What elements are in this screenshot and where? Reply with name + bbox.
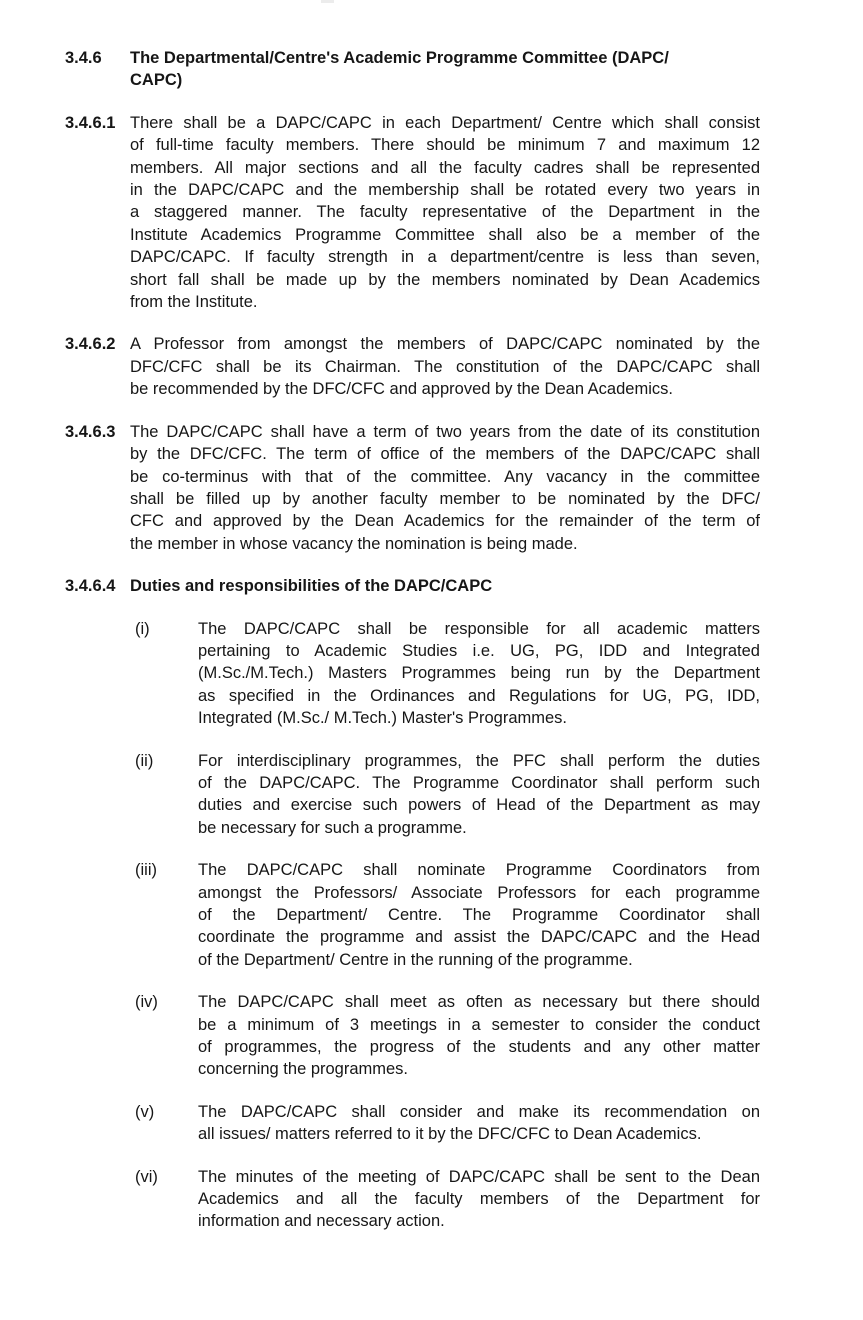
- list-marker: (iv): [135, 993, 158, 1012]
- text-line: as specified in the Ordinances and Regulations for UG, PG, IDD,: [198, 686, 760, 705]
- text-line: be co-terminus with that of the committee. Any vacancy in the committee: [130, 467, 760, 486]
- document-body: [65, 47, 760, 1253]
- section-number: 3.4.6.2: [65, 335, 116, 354]
- text-line: be a minimum of 3 meetings in a semester to consider the conduct: [198, 1015, 760, 1034]
- list-marker: (iii): [135, 861, 157, 880]
- list-marker: (ii): [135, 751, 154, 770]
- text-line: CFC and approved by the Dean Academics for the remainder of the term of: [130, 512, 760, 531]
- text-line: from the Institute.: [130, 293, 258, 312]
- text-line: a staggered manner. The faculty representative of the Department in the: [130, 203, 760, 222]
- section-text: [130, 333, 760, 400]
- section-text: [130, 47, 760, 92]
- text-line: Duties and responsibilities of the DAPC/CAPC: [130, 577, 493, 596]
- section-3.4.6: [65, 47, 760, 92]
- text-line: The DAPC/CAPC shall consider and make its recommendation on: [198, 1102, 760, 1121]
- text-line: There shall be a DAPC/CAPC in each Department/ Centre which shall consist: [130, 113, 760, 132]
- text-line: Academics and all the faculty members of the Department for: [198, 1190, 760, 1209]
- text-line: by the DFC/CFC. The term of office of the members of the DAPC/CAPC shall: [130, 445, 760, 464]
- text-line: all issues/ matters referred to it by the DFC/CFC to Dean Academics.: [198, 1125, 702, 1144]
- text-line: short fall shall be made up by the members nominated by Dean Academics: [130, 270, 760, 289]
- section-3.4.6.3: [65, 421, 760, 555]
- text-line: concerning the programmes.: [198, 1060, 409, 1079]
- text-line: coordinate the programme and assist the DAPC/CAPC and the Head: [198, 928, 760, 947]
- section-3.4.6.1: [65, 112, 760, 314]
- text-line: For interdisciplinary programmes, the PFC shall perform the duties: [198, 751, 760, 770]
- list-item-v: [135, 1101, 760, 1146]
- section-text: [130, 112, 760, 314]
- text-line: The Departmental/Centre's Academic Programme Committee (DAPC/: [130, 49, 669, 67]
- section-number: 3.4.6.3: [65, 422, 116, 441]
- text-line: CAPC): [130, 71, 183, 90]
- text-line: Institute Academics Programme Committee shall also be a member of the: [130, 225, 760, 244]
- section-number: 3.4.6.4: [65, 577, 116, 596]
- section-text: [198, 991, 760, 1081]
- text-line: amongst the Professors/ Associate Professors for each programme: [198, 883, 760, 902]
- text-line: A Professor from amongst the members of DAPC/CAPC nominated by the: [130, 335, 760, 354]
- section-text: [198, 618, 760, 730]
- list-marker: (vi): [135, 1167, 158, 1186]
- text-line: DFC/CFC shall be its Chairman. The constitution of the DAPC/CAPC shall: [130, 357, 760, 376]
- list-item-iii: [135, 859, 760, 971]
- text-line: The DAPC/CAPC shall be responsible for all academic matters: [198, 619, 760, 638]
- text-line: of the DAPC/CAPC. The Programme Coordinator shall perform such: [198, 773, 760, 792]
- text-line: The DAPC/CAPC shall meet as often as necessary but there should: [198, 993, 760, 1012]
- list-item-vi: [135, 1166, 760, 1233]
- text-line: be necessary for such a programme.: [198, 818, 467, 837]
- section-3.4.6.2: [65, 333, 760, 400]
- section-3.4.6.4: [65, 575, 760, 597]
- text-line: Integrated (M.Sc./ M.Tech.) Master's Programmes.: [198, 709, 568, 728]
- text-line: of the Department/ Centre. The Programme Coordinator shall: [198, 906, 760, 924]
- text-line: in the DAPC/CAPC and the membership shall be rotated every two years in: [130, 181, 760, 200]
- section-text: [198, 859, 760, 971]
- text-line: duties and exercise such powers of Head of the Department as may: [198, 796, 760, 815]
- list-item-i: [135, 618, 760, 730]
- section-text: [198, 750, 760, 840]
- section-text: [198, 1101, 760, 1146]
- scan-edge-artifact: [321, 0, 334, 3]
- text-line: of full-time faculty members. There should be minimum 7 and maximum 12: [130, 136, 760, 155]
- section-number: 3.4.6: [65, 49, 102, 67]
- list-marker: (v): [135, 1102, 155, 1121]
- list-item-ii: [135, 750, 760, 840]
- section-text: [130, 421, 760, 555]
- text-line: DAPC/CAPC. If faculty strength in a department/centre is less than seven,: [130, 248, 760, 267]
- text-line: The DAPC/CAPC shall have a term of two years from the date of its constitution: [130, 422, 760, 441]
- text-line: (M.Sc./M.Tech.) Masters Programmes being run by the Department: [198, 664, 760, 683]
- text-line: of programmes, the progress of the students and any other matter: [198, 1038, 760, 1057]
- text-line: The DAPC/CAPC shall nominate Programme Coordinators from: [198, 861, 760, 880]
- section-text: [130, 575, 760, 597]
- text-line: of the Department/ Centre in the running of the programme.: [198, 950, 633, 969]
- list-item-iv: [135, 991, 760, 1081]
- text-line: pertaining to Academic Studies i.e. UG, PG, IDD and Integrated: [198, 641, 760, 660]
- section-number: 3.4.6.1: [65, 113, 116, 132]
- text-line: shall be filled up by another faculty member to be nominated by the DFC/: [130, 489, 760, 508]
- section-text: [198, 1166, 760, 1233]
- list-marker: (i): [135, 619, 150, 638]
- text-line: the member in whose vacancy the nomination is being made.: [130, 534, 578, 553]
- text-line: information and necessary action.: [198, 1212, 445, 1231]
- text-line: members. All major sections and all the faculty cadres shall be represented: [130, 158, 760, 177]
- text-line: The minutes of the meeting of DAPC/CAPC shall be sent to the Dean: [198, 1167, 760, 1186]
- text-line: be recommended by the DFC/CFC and approved by the Dean Academics.: [130, 380, 673, 399]
